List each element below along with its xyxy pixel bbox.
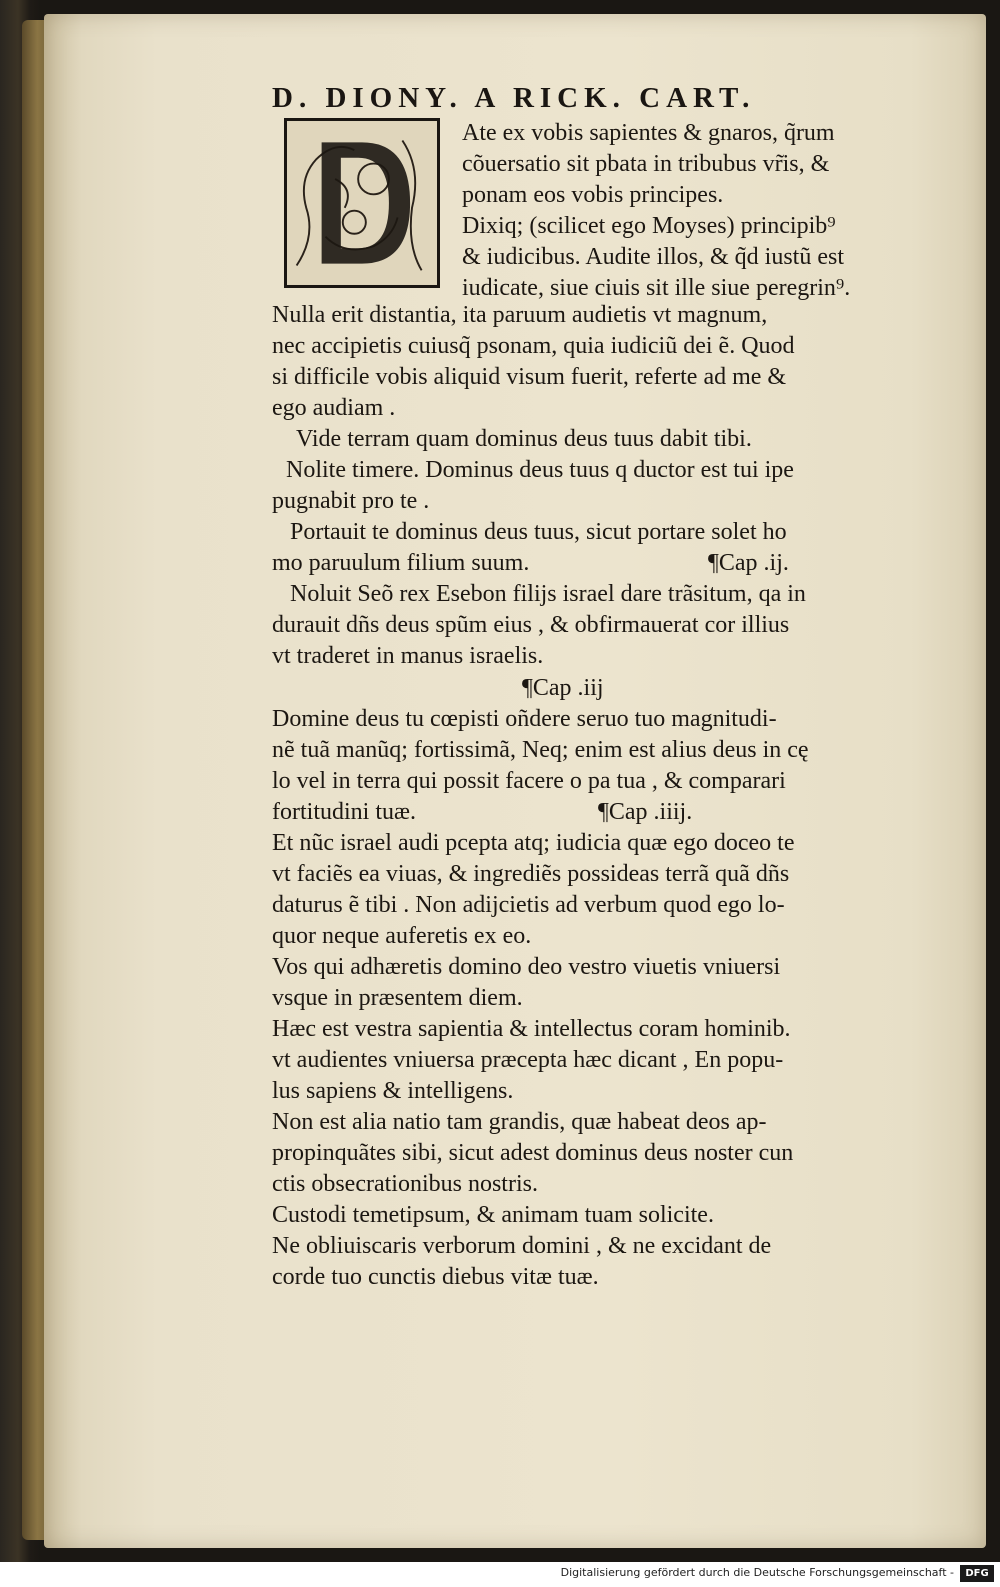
footer-bar [0, 1562, 1000, 1587]
text-line: iudicate, siue ciuis sit ille siue peregrin⁹. [462, 275, 851, 301]
text-line: Hæc est vestra sapientia & intellectus coram hominib. [272, 1016, 791, 1042]
text-line: nẽ tuã manũq; fortissimã, Neq; enim est alius deus in cę [272, 737, 809, 763]
text-line: mo paruulum filium suum. [272, 550, 530, 576]
text-line: nec accipietis cuiusq̃ psonam, quia iudiciũ dei ẽ. Quod [272, 333, 795, 359]
text-line: Vos qui adhæretis domino deo vestro viuetis vniuersi [272, 954, 781, 980]
text-line: ponam eos vobis principes. [462, 182, 724, 208]
text-line: Ne obliuiscaris verborum domini , & ne excidant de [272, 1233, 772, 1259]
text-line: propinquãtes sibi, sicut adest dominus deus noster cun [272, 1140, 794, 1166]
dfg-logo: DFG [960, 1565, 994, 1582]
text-line: lus sapiens & intelligens. [272, 1078, 514, 1104]
chapter-mark: ¶Cap .ij. [708, 550, 789, 576]
text-line: Dixiq; (scilicet ego Moyses) principib⁹ [462, 213, 836, 239]
text-line: corde tuo cunctis diebus vitæ tuæ. [272, 1264, 599, 1290]
text-line: Domine deus tu cœpisti oñdere seruo tuo magnitudi- [272, 706, 777, 732]
text-line: & iudicibus. Audite illos, & q̃d iustũ est [462, 244, 845, 270]
decorated-initial [284, 118, 440, 288]
text-line: daturus ẽ tibi . Non adijcietis ad verbum quod ego lo- [272, 892, 785, 918]
text-line: vsque in præsentem diem. [272, 985, 523, 1011]
text-line: ego audiam . [272, 395, 396, 421]
text-line: vt audientes vniuersa præcepta hæc dicant , En popu- [272, 1047, 784, 1073]
text-line: Et nũc israel audi pcepta atq; iudicia quæ ego doceo te [272, 830, 795, 856]
text-line: durauit dñs deus spũm eius , & obfirmauerat cor illius [272, 612, 790, 638]
text-line: Custodi temetipsum, & animam tuam solicite. [272, 1202, 714, 1228]
running-title: D. DIONY. A RICK. CART. [272, 82, 756, 114]
text-line: fortitudini tuæ. [272, 799, 416, 825]
text-line: Nulla erit distantia, ita paruum audietis vt magnum, [272, 302, 768, 328]
text-line: Noluit Seõ rex Esebon filijs israel dare trãsitum, qa in [290, 581, 806, 607]
text-line: Vide terram quam dominus deus tuus dabit tibi. [296, 426, 752, 452]
text-line: Portauit te dominus deus tuus, sicut portare solet ho [290, 519, 787, 545]
text-line: Nolite timere. Dominus deus tuus q ductor est tui ipe [286, 457, 794, 483]
text-line: Non est alia natio tam grandis, quæ habeat deos ap- [272, 1109, 767, 1135]
text-line: ctis obsecrationibus nostris. [272, 1171, 538, 1197]
text-line: cõuersatio sit pbata in tribubus vr̃is, & [462, 151, 830, 177]
text-line: quor neque auferetis ex eo. [272, 923, 532, 949]
text-line: Ate ex vobis sapientes & gnaros, q̃rum [462, 120, 835, 146]
chapter-mark: ¶Cap .iiij. [598, 799, 693, 825]
text-line: si difficile vobis aliquid visum fuerit, referte ad me & [272, 364, 787, 390]
text-line: vt traderet in manus israelis. [272, 643, 544, 669]
text-line: vt faciẽs ea viuas, & ingrediẽs possideas terrã quã dñs [272, 861, 790, 887]
funding-credit: Digitalisierung gefördert durch die Deutsche Forschungsgemeinschaft - [560, 1566, 954, 1579]
decorated-initial-letter [287, 121, 437, 285]
text-line: lo vel in terra qui possit facere o pa tua , & comparari [272, 768, 786, 794]
chapter-mark: ¶Cap .iij [522, 675, 604, 701]
text-line: pugnabit pro te . [272, 488, 430, 514]
